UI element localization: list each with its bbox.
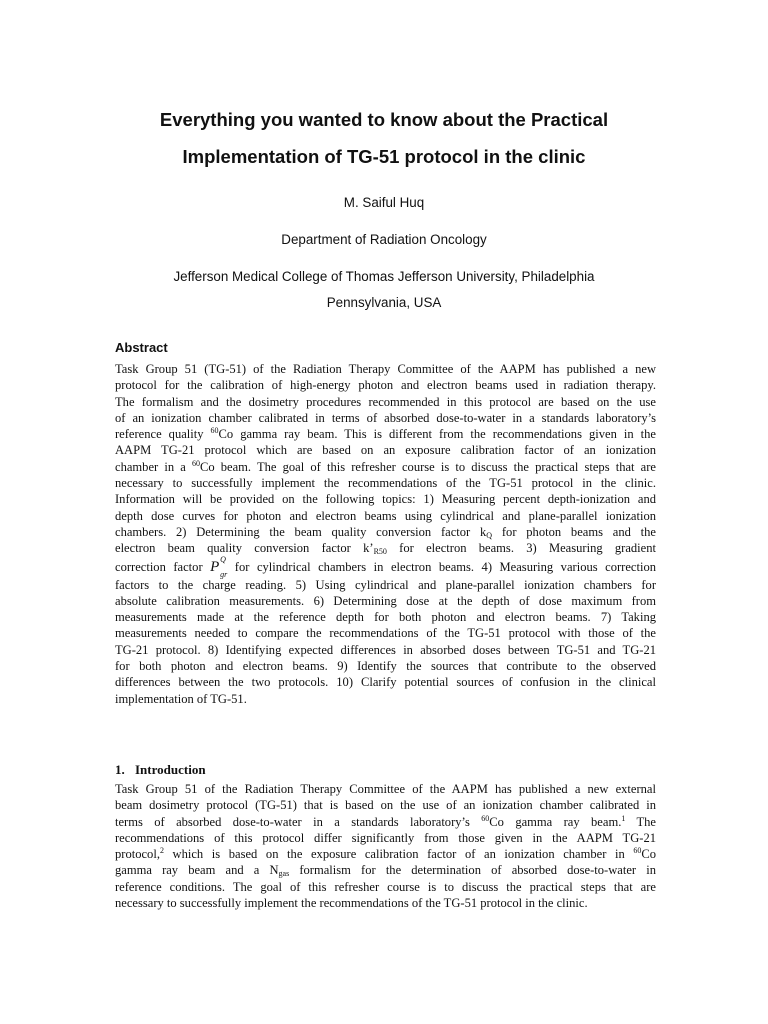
abstract-heading: Abstract [115, 340, 168, 355]
text-line: recommendations of this protocol differ significantly from those given in the AAPM TG-21 [115, 830, 656, 845]
text-segment: chamber in a [115, 459, 192, 474]
math-base: P [210, 558, 220, 575]
text-line: implementation of TG-51. [115, 691, 247, 706]
text-line: TG-21 protocol. 8) Identifying expected differences in absorbed doses between TG-51 and TG-21 [115, 642, 656, 657]
text-segment: correction factor [115, 559, 211, 574]
text-line [115, 426, 656, 442]
author-name: M. Saiful Huq [343, 195, 425, 210]
text-segment: formalism for the determination of absorbed dose-to-water in [289, 863, 656, 878]
text-segment: gamma ray beam and a N [115, 863, 279, 878]
subscript: Q [486, 530, 493, 540]
text-line: protocol for the calibration of high-energy photon and electron beams used in radiation therapy. [115, 378, 656, 393]
text-segment: for electron beams. 3) Measuring gradient [386, 541, 656, 556]
affiliation-line-2: Pennsylvania, USA [326, 295, 442, 310]
text-line [115, 814, 656, 830]
text-line [115, 554, 656, 579]
text-segment: Co gamma ray beam. [489, 814, 622, 829]
text-line: for both photon and electron beams. 9) Identify the sources that contribute to the observed [115, 659, 656, 674]
text-line: Task Group 51 of the Radiation Therapy Committee of the AAPM has published a new external [115, 782, 656, 796]
superscript: 60 [191, 458, 200, 468]
text-segment: chambers. 2) Determining the beam quality conversion factor k [115, 524, 487, 539]
text-line [115, 846, 656, 862]
subscript: R50 [373, 547, 387, 557]
text-line: Task Group 51 (TG-51) of the Radiation Therapy Committee of the AAPM has published a new [115, 362, 656, 376]
superscript: 60 [633, 846, 642, 856]
text-segment: electron beam quality conversion factor k’ [115, 541, 374, 556]
text-line: absolute calibration measurements. 6) Determining dose at the depth of dose maximum from [115, 593, 656, 608]
text-segment: for cylindrical chambers in electron beams. 4) Measuring various correction [227, 559, 656, 574]
text-line: necessary to successfully implement the recommendations of the TG-51 protocol in the clinic. [115, 896, 588, 911]
text-line [115, 524, 656, 540]
text-line: depth dose curves for photon and electron beams using cylindrical and plane-parallel ionization [115, 508, 656, 523]
text-line: measurements made at the reference depth for both photon and electron beams. 7) Taking [115, 610, 656, 625]
math-symbol [210, 554, 228, 579]
superscript: 60 [210, 426, 219, 436]
section-number: 1. [115, 762, 125, 777]
text-segment: Co [641, 847, 656, 862]
text-line: Information will be provided on the following topics: 1) Measuring percent depth-ionization and [115, 492, 656, 507]
affiliation-line-1: Jefferson Medical College of Thomas Jefferson University, Philadelphia [173, 269, 595, 284]
text-line: reference conditions. The goal of this refresher course is to discuss the practical steps that are [115, 879, 656, 894]
text-line: The formalism and the dosimetry procedures recommended in this protocol are based on the use [115, 394, 656, 409]
superscript: 1 [621, 813, 626, 823]
text-line [115, 459, 656, 475]
superscript: 2 [159, 846, 164, 856]
text-line [115, 862, 656, 878]
section-title: Introduction [135, 762, 206, 777]
superscript: 60 [481, 813, 490, 823]
text-line [115, 540, 656, 556]
math-superscript: Q [220, 554, 226, 564]
text-segment: The [625, 814, 657, 829]
subscript: gas [278, 869, 290, 879]
text-line: AAPM TG-21 protocol which are based on an exposure calibration factor of an ionization [115, 443, 656, 458]
department: Department of Radiation Oncology [281, 232, 487, 247]
text-segment: protocol, [115, 847, 160, 862]
text-line: beam dosimetry protocol (TG-51) that is based on the use of an ionization chamber calibrated in [115, 798, 656, 813]
text-line: measurements needed to compare the recommendations of the TG-51 protocol with those of the [115, 626, 656, 641]
math-subscript: gr [220, 569, 228, 579]
text-segment: Co beam. The goal of this refresher course is to discuss the practical steps that are [199, 459, 656, 474]
text-segment: for photon beams and the [492, 524, 656, 539]
introduction-heading [115, 762, 206, 778]
text-segment: terms of absorbed dose-to-water in a standards laboratory’s [115, 814, 482, 829]
title-line-2: Implementation of TG-51 protocol in the clinic [182, 146, 586, 167]
text-segment: which is based on the exposure calibration factor of an ionization chamber in [163, 847, 634, 862]
text-segment: Co gamma ray beam. This is different from the recommendations given in the [218, 427, 656, 442]
text-segment: reference quality [115, 427, 211, 442]
text-line: necessary to successfully implement the recommendations of the TG-51 protocol in the clinic. [115, 476, 656, 491]
introduction-body [115, 781, 656, 911]
text-line: differences between the two protocols. 10) Clarify potential sources of confusion in the clinical [115, 675, 656, 690]
abstract-body [115, 361, 656, 707]
text-line: factors to the charge reading. 5) Using cylindrical and plane-parallel ionization chambers for [115, 577, 656, 592]
title-line-1: Everything you wanted to know about the Practical [159, 109, 609, 130]
text-line: of an ionization chamber calibrated in terms of absorbed dose-to-water in a standards laboratory’s [115, 410, 656, 425]
